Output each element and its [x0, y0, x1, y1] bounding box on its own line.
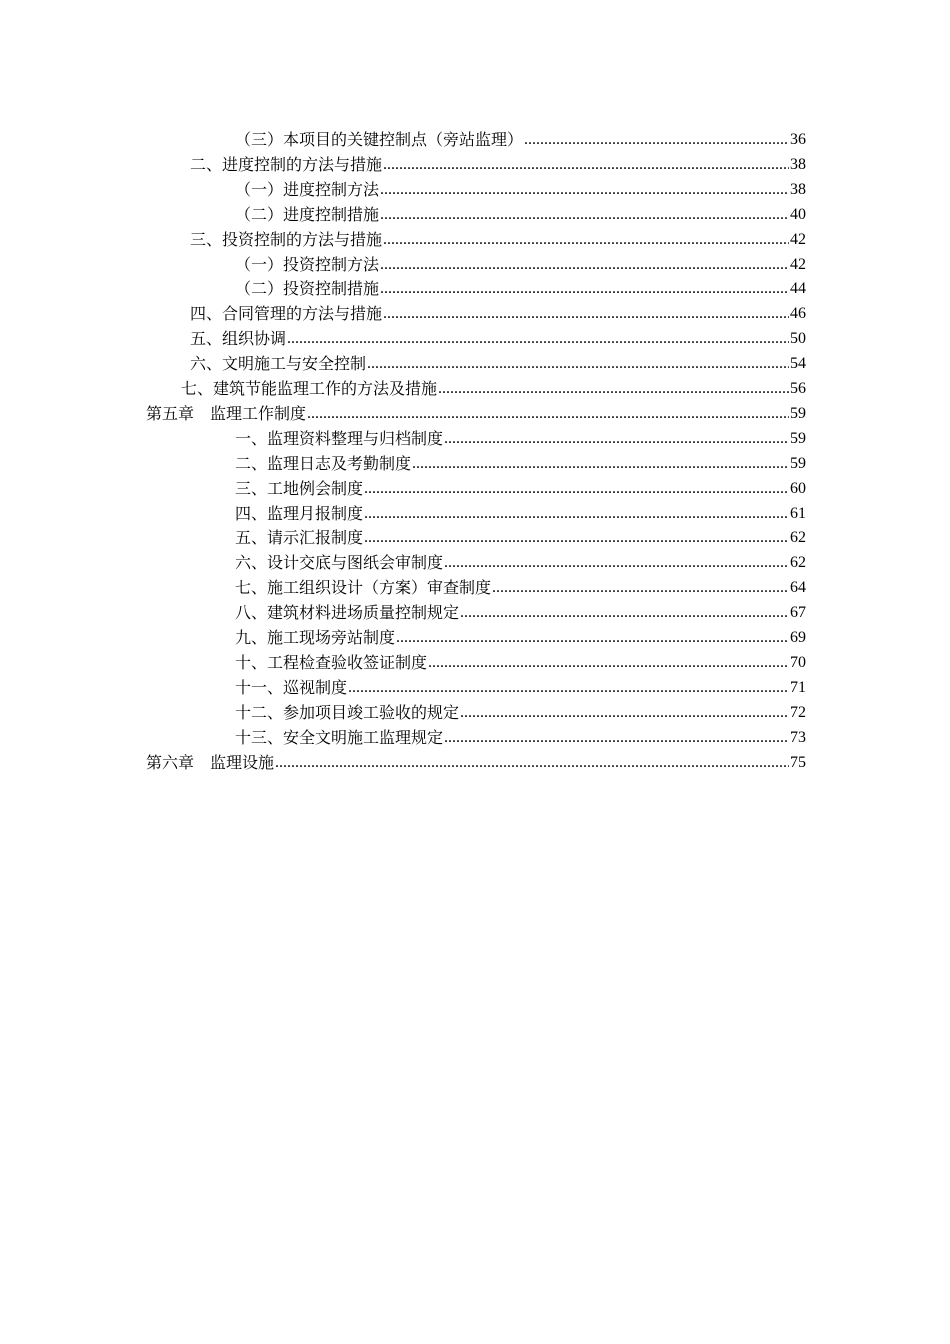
toc-entry[interactable] — [235, 598, 806, 623]
toc-entry-title: 七、建筑节能监理工作的方法及措施 — [181, 379, 438, 398]
toc-entry-title: （一）投资控制方法 — [235, 255, 380, 274]
toc-entry-title: 六、文明施工与安全控制 — [190, 354, 367, 373]
toc-entry[interactable] — [235, 648, 806, 673]
toc-entry-title: （一）进度控制方法 — [235, 180, 380, 199]
toc-leader-dots — [460, 703, 789, 723]
toc-leader-dots — [396, 628, 789, 648]
toc-entry-page-number: 38 — [790, 156, 806, 173]
toc-leader-dots — [364, 528, 789, 548]
toc-entry-page-number: 67 — [790, 604, 806, 621]
toc-leader-dots — [444, 429, 789, 449]
toc-leader-dots — [364, 479, 789, 499]
toc-entry[interactable] — [235, 125, 806, 150]
toc-entry-title: 二、监理日志及考勤制度 — [235, 454, 412, 473]
toc-entry-page-number: 69 — [790, 629, 806, 646]
toc-entry-page-number: 56 — [790, 380, 806, 397]
toc-entry[interactable] — [235, 623, 806, 648]
toc-entry-page-number: 75 — [790, 754, 806, 771]
toc-entry[interactable] — [235, 698, 806, 723]
toc-leader-dots — [348, 678, 789, 698]
toc-leader-dots — [364, 504, 789, 524]
toc-entry-title: 九、施工现场旁站制度 — [235, 628, 396, 647]
toc-entry[interactable] — [235, 200, 806, 225]
toc-entry-page-number: 38 — [790, 181, 806, 198]
toc-entry[interactable] — [235, 548, 806, 573]
toc-leader-dots — [524, 130, 789, 150]
toc-entry[interactable] — [190, 324, 806, 349]
toc-leader-dots — [367, 354, 789, 374]
toc-leader-dots — [460, 603, 789, 623]
toc-entry-title: 七、施工组织设计（方案）审查制度 — [235, 578, 492, 597]
toc-entry[interactable] — [235, 523, 806, 548]
toc-entry-page-number: 46 — [790, 305, 806, 322]
toc-entry-page-number: 73 — [790, 729, 806, 746]
toc-entry-page-number: 62 — [790, 529, 806, 546]
toc-entry-title: 二、进度控制的方法与措施 — [190, 155, 383, 174]
toc-entry[interactable] — [235, 673, 806, 698]
toc-entry-title: （二）投资控制措施 — [235, 279, 380, 298]
toc-leader-dots — [492, 578, 789, 598]
toc-leader-dots — [307, 404, 789, 424]
toc-leader-dots — [380, 255, 789, 275]
toc-entry[interactable] — [181, 374, 806, 399]
toc-entry[interactable] — [235, 250, 806, 275]
toc-entry-title: 三、工地例会制度 — [235, 479, 364, 498]
toc-entry-title: 十三、安全文明施工监理规定 — [235, 728, 444, 747]
toc-leader-dots — [380, 180, 789, 200]
toc-entry-title: 十一、巡视制度 — [235, 678, 348, 697]
toc-leader-dots — [438, 379, 789, 399]
toc-leader-dots — [380, 279, 789, 299]
toc-entry[interactable] — [235, 723, 806, 748]
toc-entry-title: （二）进度控制措施 — [235, 205, 380, 224]
toc-entry[interactable] — [190, 299, 806, 324]
toc-entry-page-number: 60 — [790, 480, 806, 497]
toc-entry-page-number: 50 — [790, 330, 806, 347]
toc-entry-page-number: 71 — [790, 679, 806, 696]
toc-entry-title: 六、设计交底与图纸会审制度 — [235, 553, 444, 572]
toc-entry-page-number: 36 — [790, 131, 806, 148]
toc-entry[interactable] — [235, 424, 806, 449]
toc-entry-title: 十、工程检查验收签证制度 — [235, 653, 428, 672]
toc-entry-title: 一、监理资料整理与归档制度 — [235, 429, 444, 448]
toc-entry[interactable] — [146, 399, 806, 424]
toc-leader-dots — [383, 304, 789, 324]
toc-entry-page-number: 72 — [790, 704, 806, 721]
toc-entry-page-number: 70 — [790, 654, 806, 671]
toc-leader-dots — [383, 155, 789, 175]
toc-entry-title: 八、建筑材料进场质量控制规定 — [235, 603, 460, 622]
toc-entry[interactable] — [190, 150, 806, 175]
toc-leader-dots — [287, 329, 789, 349]
toc-leader-dots — [380, 205, 789, 225]
toc-entry-title: 三、投资控制的方法与措施 — [190, 230, 383, 249]
toc-entry-page-number: 61 — [790, 505, 806, 522]
toc-entry[interactable] — [190, 349, 806, 374]
toc-entry[interactable] — [235, 499, 806, 524]
toc-entry-title: （三）本项目的关键控制点（旁站监理） — [235, 130, 524, 149]
toc-entry[interactable] — [235, 274, 806, 299]
toc-entry[interactable] — [190, 225, 806, 250]
toc-entry[interactable] — [235, 175, 806, 200]
toc-entry-page-number: 44 — [790, 280, 806, 297]
toc-entry-page-number: 62 — [790, 554, 806, 571]
toc-leader-dots — [444, 553, 789, 573]
toc-entry-page-number: 59 — [790, 455, 806, 472]
toc-entry-title: 五、请示汇报制度 — [235, 528, 364, 547]
toc-entry-title: 四、合同管理的方法与措施 — [190, 304, 383, 323]
toc-entry-page-number: 54 — [790, 355, 806, 372]
toc-leader-dots — [412, 454, 789, 474]
toc-entry-title: 十二、参加项目竣工验收的规定 — [235, 703, 460, 722]
toc-entry-title: 四、监理月报制度 — [235, 504, 364, 523]
toc-leader-dots — [444, 728, 789, 748]
toc-entry-page-number: 42 — [790, 256, 806, 273]
toc-entry-page-number: 42 — [790, 231, 806, 248]
toc-leader-dots — [383, 230, 789, 250]
toc-entry-title: 五、组织协调 — [190, 329, 287, 348]
toc-leader-dots — [428, 653, 789, 673]
toc-leader-dots — [275, 753, 789, 773]
toc-entry[interactable] — [235, 474, 806, 499]
toc-entry[interactable] — [235, 573, 806, 598]
toc-entry-title: 第五章 监理工作制度 — [146, 404, 307, 423]
toc-entry-page-number: 59 — [790, 405, 806, 422]
toc-entry[interactable] — [146, 748, 806, 773]
toc-entry[interactable] — [235, 449, 806, 474]
toc-entry-page-number: 59 — [790, 430, 806, 447]
toc-entry-page-number: 40 — [790, 206, 806, 223]
toc-entry-title: 第六章 监理设施 — [146, 753, 275, 772]
toc-entry-page-number: 64 — [790, 579, 806, 596]
